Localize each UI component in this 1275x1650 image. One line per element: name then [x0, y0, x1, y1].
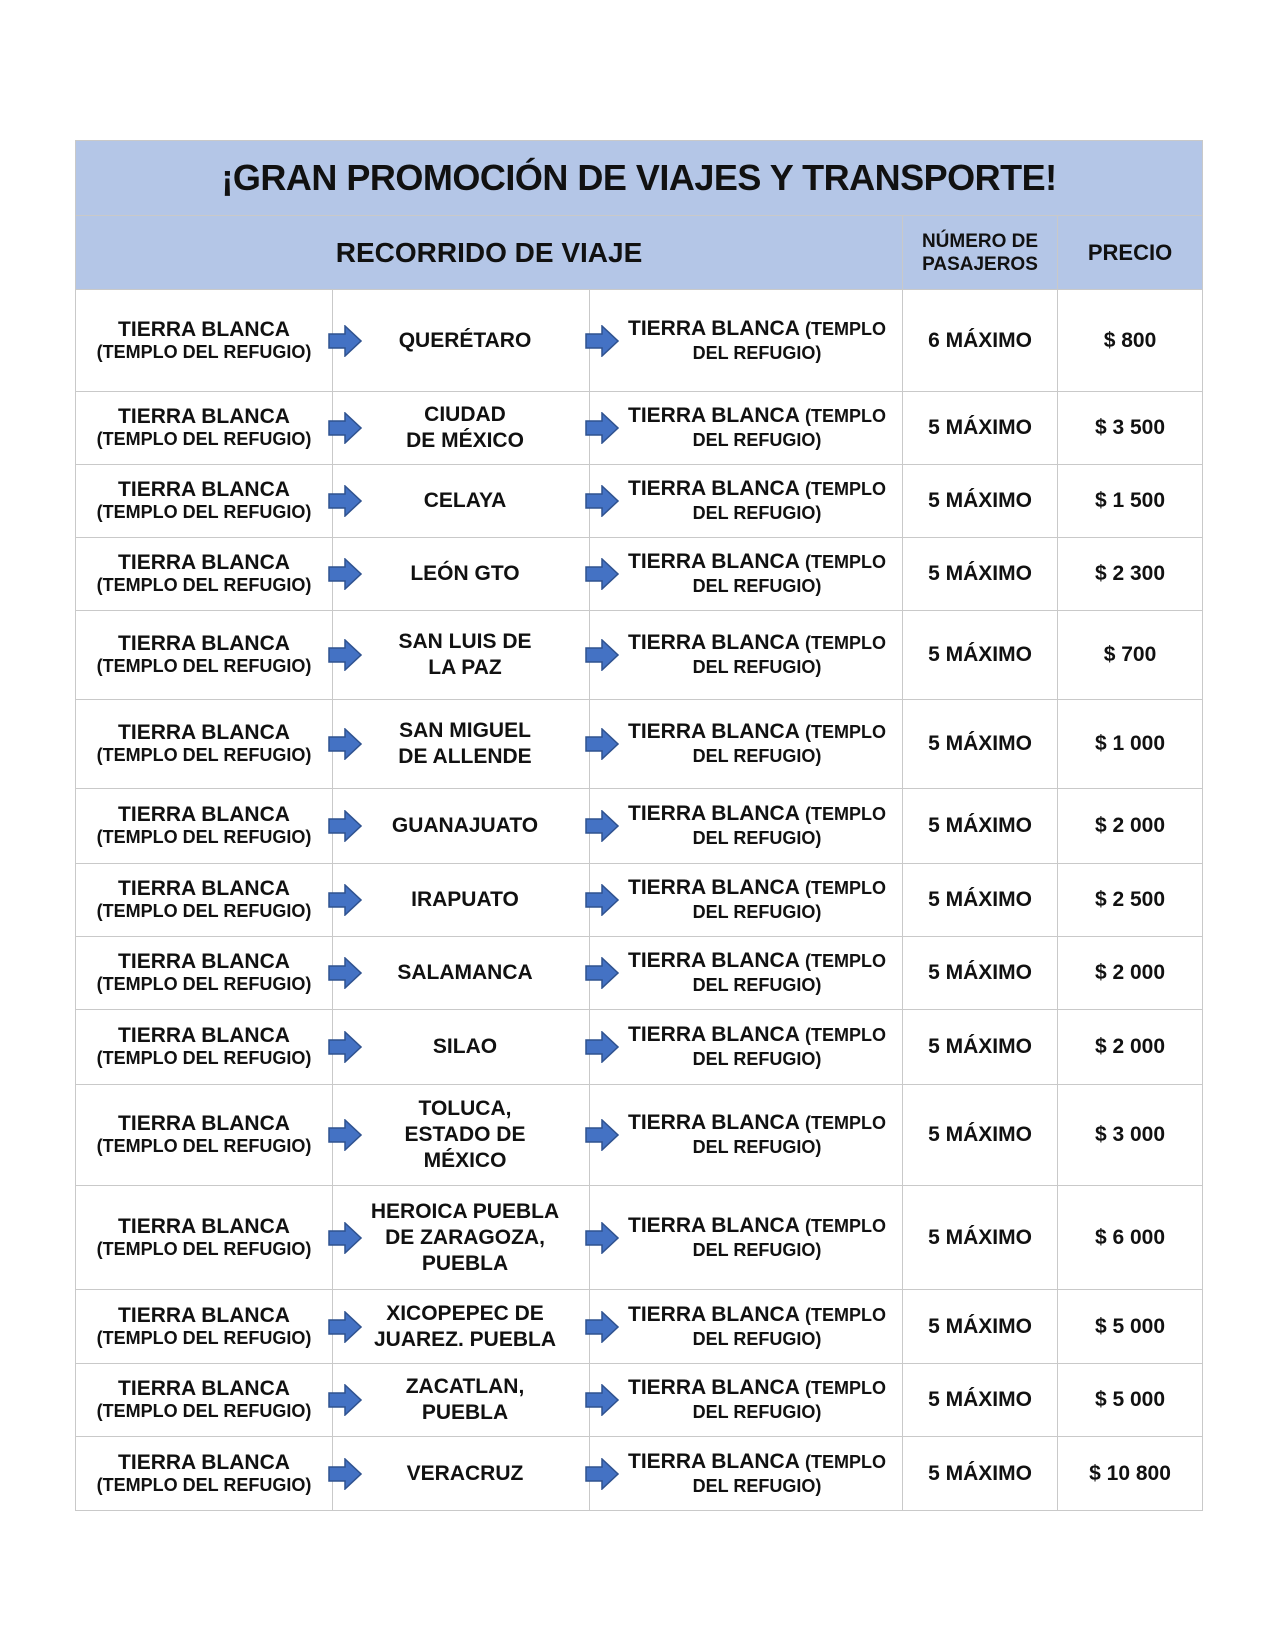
table-row: [76, 864, 1203, 937]
price-cell: $ 3 500: [1058, 392, 1203, 465]
right-arrow-icon: [328, 1458, 362, 1490]
price-cell: $ 5 000: [1058, 1290, 1203, 1364]
return-cell: [590, 538, 903, 611]
right-arrow-icon: [328, 1311, 362, 1343]
return-paren: (TEMPLO: [804, 951, 886, 971]
passengers-cell: 5 MÁXIMO: [903, 864, 1058, 937]
origin-sub: (TEMPLO DEL REFUGIO): [96, 1048, 312, 1068]
destination-cell: [333, 1010, 590, 1085]
right-arrow-icon: [585, 325, 619, 357]
origin-cell: [76, 789, 333, 864]
return-cell: [590, 789, 903, 864]
table-row: [76, 789, 1203, 864]
table-row: [76, 392, 1203, 465]
return-rest: DEL REFUGIO): [692, 430, 822, 450]
origin-main: TIERRA BLANCA: [118, 405, 290, 428]
right-arrow-icon: [585, 558, 619, 590]
right-arrow-icon: [328, 1119, 362, 1151]
passengers-cell: 5 MÁXIMO: [903, 611, 1058, 700]
origin-sub: (TEMPLO DEL REFUGIO): [96, 974, 312, 994]
right-arrow-icon: [328, 639, 362, 671]
table-row: [76, 538, 1203, 611]
origin-cell: [76, 465, 333, 538]
right-arrow-icon: [585, 728, 619, 760]
return-paren: (TEMPLO: [804, 804, 886, 824]
origin-cell: [76, 937, 333, 1010]
origin-cell: [76, 864, 333, 937]
destination: XICOPEPEC DE JUAREZ. PUEBLA: [373, 1301, 557, 1351]
origin-main: TIERRA BLANCA: [118, 1024, 290, 1047]
right-arrow-icon: [585, 1031, 619, 1063]
return-paren: (TEMPLO: [804, 479, 886, 499]
right-arrow-icon: [585, 1311, 619, 1343]
destination-cell: [333, 700, 590, 789]
destination: VERACRUZ: [406, 1461, 524, 1485]
origin-cell: [76, 538, 333, 611]
return-paren: (TEMPLO: [804, 552, 886, 572]
return-main: TIERRA BLANCA: [628, 1376, 800, 1399]
destination-cell: [333, 1437, 590, 1511]
origin-sub: (TEMPLO DEL REFUGIO): [96, 341, 312, 362]
return-cell: [590, 1437, 903, 1511]
table-row: [76, 937, 1203, 1010]
return-paren: (TEMPLO: [804, 633, 886, 653]
origin-main: TIERRA BLANCA: [118, 1450, 290, 1474]
price-cell: $ 700: [1058, 611, 1203, 700]
table-row: [76, 290, 1203, 392]
return-main: TIERRA BLANCA: [628, 404, 800, 427]
passengers-cell: 5 MÁXIMO: [903, 392, 1058, 465]
return-rest: DEL REFUGIO): [692, 902, 822, 922]
origin-main: TIERRA BLANCA: [118, 1214, 290, 1238]
return-main: TIERRA BLANCA: [628, 802, 800, 825]
origin-main: TIERRA BLANCA: [118, 803, 290, 826]
return-cell: [590, 1186, 903, 1290]
right-arrow-icon: [328, 412, 362, 444]
return-cell: [590, 611, 903, 700]
origin-main: TIERRA BLANCA: [118, 317, 290, 341]
passengers-cell: 5 MÁXIMO: [903, 1437, 1058, 1511]
origin-main: TIERRA BLANCA: [118, 721, 290, 744]
origin-sub: (TEMPLO DEL REFUGIO): [96, 1238, 312, 1259]
destination-cell: [333, 538, 590, 611]
right-arrow-icon: [328, 728, 362, 760]
destination: SAN LUIS DE LA PAZ: [398, 630, 532, 679]
return-main: TIERRA BLANCA: [628, 1213, 800, 1237]
return-paren: (TEMPLO: [804, 1113, 886, 1133]
return-cell: [590, 465, 903, 538]
return-cell: [590, 1290, 903, 1364]
table-row: [76, 1290, 1203, 1364]
return-paren: (TEMPLO: [804, 878, 886, 898]
origin-main: TIERRA BLANCA: [118, 1303, 290, 1327]
origin-cell: [76, 700, 333, 789]
right-arrow-icon: [328, 884, 362, 916]
price-cell: $ 10 800: [1058, 1437, 1203, 1511]
price-cell: $ 2 000: [1058, 1010, 1203, 1085]
return-rest: DEL REFUGIO): [692, 975, 822, 995]
return-rest: DEL REFUGIO): [692, 1137, 822, 1157]
return-main: TIERRA BLANCA: [628, 876, 800, 899]
return-main: TIERRA BLANCA: [628, 1023, 800, 1046]
return-paren: (TEMPLO: [804, 1215, 886, 1236]
return-rest: DEL REFUGIO): [692, 1239, 822, 1260]
price-cell: $ 2 500: [1058, 864, 1203, 937]
table-row: [76, 700, 1203, 789]
passengers-cell: 5 MÁXIMO: [903, 700, 1058, 789]
return-main: TIERRA BLANCA: [628, 550, 800, 573]
price-cell: $ 6 000: [1058, 1186, 1203, 1290]
right-arrow-icon: [585, 1458, 619, 1490]
origin-sub: (TEMPLO DEL REFUGIO): [96, 429, 312, 449]
right-arrow-icon: [585, 810, 619, 842]
return-paren: (TEMPLO: [804, 1378, 886, 1398]
return-cell: [590, 937, 903, 1010]
return-cell: [590, 864, 903, 937]
header-passengers: NÚMERO DE PASAJEROS: [903, 216, 1058, 290]
return-cell: [590, 1010, 903, 1085]
destination-cell: [333, 392, 590, 465]
destination-cell: [333, 1186, 590, 1290]
passengers-cell: 5 MÁXIMO: [903, 937, 1058, 1010]
destination-cell: [333, 864, 590, 937]
destination-cell: [333, 1364, 590, 1437]
right-arrow-icon: [585, 1222, 619, 1254]
price-cell: $ 2 300: [1058, 538, 1203, 611]
table-row: [76, 1437, 1203, 1511]
return-main: TIERRA BLANCA: [628, 631, 800, 654]
origin-cell: [76, 1186, 333, 1290]
origin-main: TIERRA BLANCA: [118, 632, 290, 655]
return-rest: DEL REFUGIO): [692, 1328, 822, 1349]
origin-sub: (TEMPLO DEL REFUGIO): [96, 827, 312, 847]
return-cell: [590, 700, 903, 789]
promo-table: [75, 140, 1203, 1511]
destination-cell: [333, 789, 590, 864]
destination: TOLUCA, ESTADO DE MÉXICO: [404, 1097, 526, 1172]
right-arrow-icon: [328, 1384, 362, 1416]
right-arrow-icon: [585, 1384, 619, 1416]
right-arrow-icon: [328, 558, 362, 590]
return-paren: (TEMPLO: [804, 318, 886, 339]
table-row: [76, 1010, 1203, 1085]
origin-sub: (TEMPLO DEL REFUGIO): [96, 745, 312, 765]
price-cell: $ 5 000: [1058, 1364, 1203, 1437]
return-rest: DEL REFUGIO): [692, 1475, 822, 1496]
origin-main: TIERRA BLANCA: [118, 478, 290, 501]
right-arrow-icon: [328, 810, 362, 842]
passengers-cell: 5 MÁXIMO: [903, 465, 1058, 538]
return-rest: DEL REFUGIO): [692, 342, 822, 363]
return-rest: DEL REFUGIO): [692, 746, 822, 766]
destination: LEÓN GTO: [410, 562, 520, 585]
destination-cell: [333, 1290, 590, 1364]
passengers-cell: 5 MÁXIMO: [903, 1364, 1058, 1437]
return-main: TIERRA BLANCA: [628, 949, 800, 972]
destination: QUERÉTARO: [398, 328, 532, 352]
return-rest: DEL REFUGIO): [692, 657, 822, 677]
right-arrow-icon: [328, 325, 362, 357]
return-main: TIERRA BLANCA: [628, 1302, 800, 1326]
destination: CELAYA: [423, 489, 507, 512]
origin-main: TIERRA BLANCA: [118, 551, 290, 574]
destination: CIUDAD DE MÉXICO: [406, 403, 524, 452]
passengers-cell: 5 MÁXIMO: [903, 538, 1058, 611]
return-rest: DEL REFUGIO): [692, 503, 822, 523]
origin-cell: [76, 611, 333, 700]
destination-cell: [333, 465, 590, 538]
return-rest: DEL REFUGIO): [692, 576, 822, 596]
header-route: RECORRIDO DE VIAJE: [76, 216, 903, 290]
return-main: TIERRA BLANCA: [628, 316, 800, 340]
header-price: PRECIO: [1058, 216, 1203, 290]
passengers-cell: 5 MÁXIMO: [903, 1085, 1058, 1186]
table-row: [76, 1186, 1203, 1290]
table-row: [76, 611, 1203, 700]
return-main: TIERRA BLANCA: [628, 477, 800, 500]
return-cell: [590, 1364, 903, 1437]
right-arrow-icon: [585, 1119, 619, 1151]
destination-cell: [333, 611, 590, 700]
return-paren: (TEMPLO: [804, 406, 886, 426]
return-paren: (TEMPLO: [804, 1451, 886, 1472]
origin-cell: [76, 290, 333, 392]
return-main: TIERRA BLANCA: [628, 720, 800, 743]
origin-sub: (TEMPLO DEL REFUGIO): [96, 1327, 312, 1348]
destination: GUANAJUATO: [391, 814, 539, 837]
passengers-cell: 5 MÁXIMO: [903, 1186, 1058, 1290]
origin-main: TIERRA BLANCA: [118, 877, 290, 900]
return-paren: (TEMPLO: [804, 1025, 886, 1045]
return-main: TIERRA BLANCA: [628, 1111, 800, 1134]
origin-sub: (TEMPLO DEL REFUGIO): [96, 1401, 312, 1421]
return-rest: DEL REFUGIO): [692, 828, 822, 848]
passengers-cell: 5 MÁXIMO: [903, 789, 1058, 864]
price-cell: $ 2 000: [1058, 789, 1203, 864]
return-cell: [590, 392, 903, 465]
origin-cell: [76, 1010, 333, 1085]
right-arrow-icon: [585, 485, 619, 517]
right-arrow-icon: [585, 412, 619, 444]
price-cell: $ 2 000: [1058, 937, 1203, 1010]
destination-cell: [333, 937, 590, 1010]
origin-cell: [76, 392, 333, 465]
destination: SILAO: [432, 1035, 498, 1058]
price-cell: $ 800: [1058, 290, 1203, 392]
destination: IRAPUATO: [411, 888, 519, 911]
right-arrow-icon: [328, 957, 362, 989]
origin-cell: [76, 1085, 333, 1186]
destination: SALAMANCA: [397, 961, 533, 984]
return-cell: [590, 1085, 903, 1186]
origin-sub: (TEMPLO DEL REFUGIO): [96, 1474, 312, 1495]
page-title: ¡GRAN PROMOCIÓN DE VIAJES Y TRANSPORTE!: [76, 141, 1203, 216]
right-arrow-icon: [585, 957, 619, 989]
price-cell: $ 1 500: [1058, 465, 1203, 538]
origin-main: TIERRA BLANCA: [118, 1112, 290, 1135]
origin-sub: (TEMPLO DEL REFUGIO): [96, 656, 312, 676]
destination: HEROICA PUEBLA DE ZARAGOZA, PUEBLA: [370, 1199, 560, 1275]
return-paren: (TEMPLO: [804, 1304, 886, 1325]
return-rest: DEL REFUGIO): [692, 1049, 822, 1069]
right-arrow-icon: [328, 1031, 362, 1063]
destination-cell: [333, 290, 590, 392]
passengers-cell: 6 MÁXIMO: [903, 290, 1058, 392]
right-arrow-icon: [585, 639, 619, 671]
passengers-cell: 5 MÁXIMO: [903, 1290, 1058, 1364]
right-arrow-icon: [328, 485, 362, 517]
origin-main: TIERRA BLANCA: [118, 950, 290, 973]
price-cell: $ 1 000: [1058, 700, 1203, 789]
origin-cell: [76, 1290, 333, 1364]
table-row: [76, 1364, 1203, 1437]
price-cell: $ 3 000: [1058, 1085, 1203, 1186]
right-arrow-icon: [328, 1222, 362, 1254]
destination: SAN MIGUEL DE ALLENDE: [398, 719, 532, 768]
destination-cell: [333, 1085, 590, 1186]
right-arrow-icon: [585, 884, 619, 916]
return-cell: [590, 290, 903, 392]
table-row: [76, 465, 1203, 538]
destination: ZACATLAN, PUEBLA: [405, 1375, 525, 1424]
origin-sub: (TEMPLO DEL REFUGIO): [96, 901, 312, 921]
origin-main: TIERRA BLANCA: [118, 1377, 290, 1400]
origin-sub: (TEMPLO DEL REFUGIO): [96, 575, 312, 595]
return-main: TIERRA BLANCA: [628, 1449, 800, 1473]
origin-cell: [76, 1364, 333, 1437]
origin-sub: (TEMPLO DEL REFUGIO): [96, 1136, 312, 1156]
return-paren: (TEMPLO: [804, 722, 886, 742]
return-rest: DEL REFUGIO): [692, 1402, 822, 1422]
passengers-cell: 5 MÁXIMO: [903, 1010, 1058, 1085]
origin-cell: [76, 1437, 333, 1511]
origin-sub: (TEMPLO DEL REFUGIO): [96, 502, 312, 522]
table-row: [76, 1085, 1203, 1186]
